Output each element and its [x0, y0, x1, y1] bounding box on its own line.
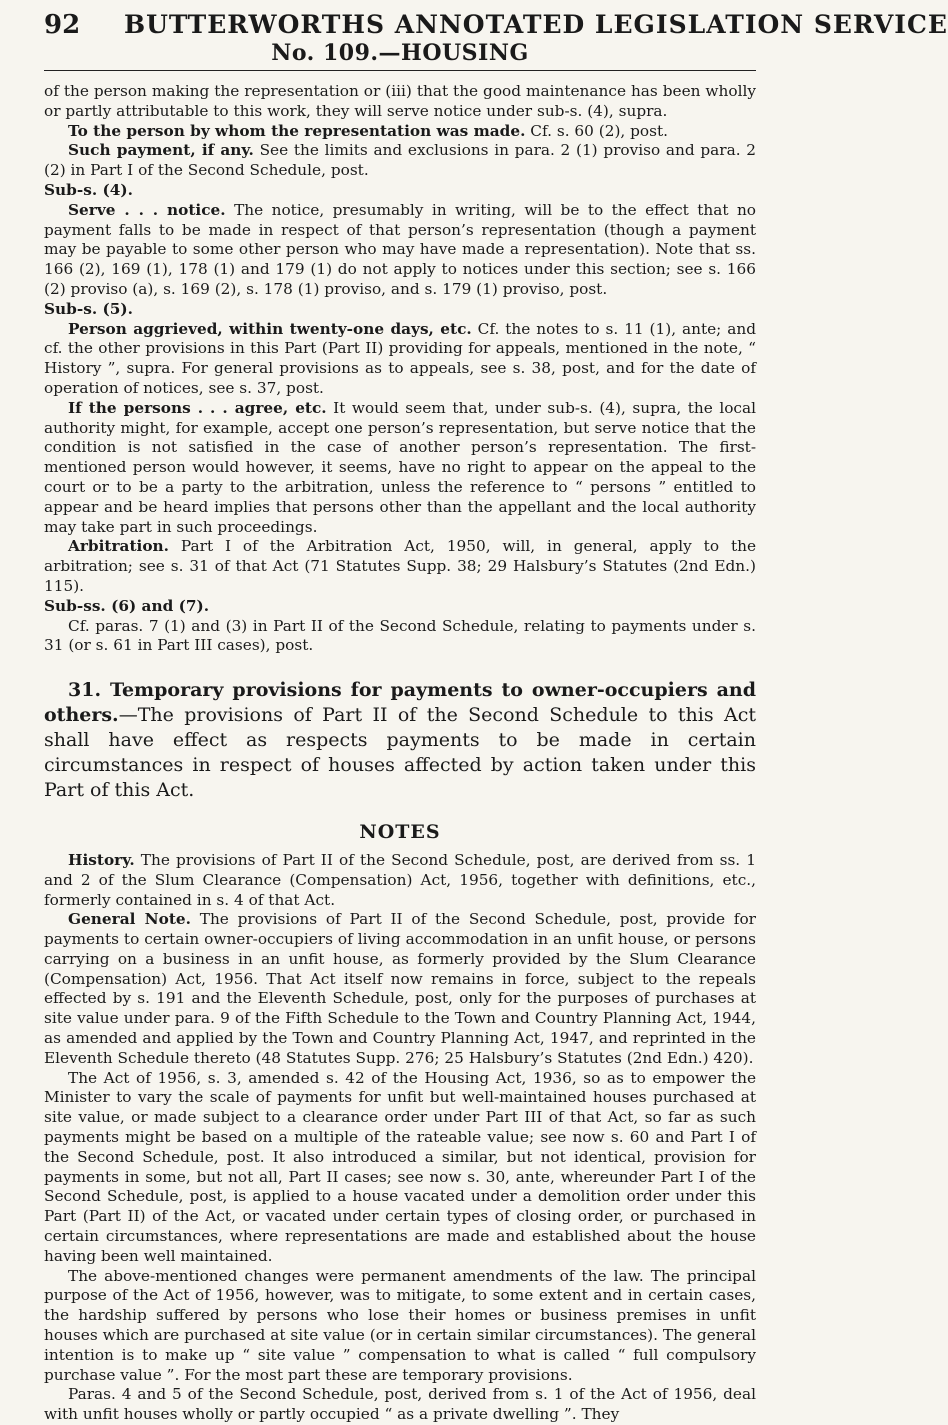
page-number: 92 [44, 10, 81, 40]
series-title: BUTTERWORTHS ANNOTATED LEGISLATION SERVICE [124, 10, 948, 39]
section-heading: 31. Temporary provisions for payments to owner-occupiers and others. [44, 679, 756, 727]
paragraph: Serve . . . notice. The notice, presumably in writing, will be to the effect that no payment falls to be made in respect of that person’s representation (though a payment may be payable to some other person who may have made a representation). Note that ss. 166 (2), 169 (1), 178 (1) and 179 (1) do not apply to notices under this section; see s. 166 (2) proviso (a), s. 169 (2), s. 178 (1) proviso, and s. 179 (1) proviso, post. [44, 200, 757, 298]
notes-title: NOTES [359, 821, 441, 844]
paragraph: Such payment, if any. See the limits and exclusions in para. 2 (1) proviso and para. 2 (2) in Part I of the Second Schedule, post. [44, 141, 757, 180]
subsection-heading: Sub-s. (4). [44, 180, 133, 199]
paragraph: of the person making the representation or (iii) that the good maintenance has been wholly or partly attributable to this work, they will serve notice under sub-s. (4), supra. [44, 82, 756, 120]
subsection-heading: Sub-ss. (6) and (7). [44, 596, 210, 615]
paragraph: If the persons . . . agree, etc. It would seem that, under sub-s. (4), supra, the local authority might, for example, accept one person’s representation, but serve notice that the condition is not satisfied in the case of another person’s representation. The first-mentioned person would however, it seems, have no right to appear on the appeal to the court or to be a party to the arbitration, unless the reference to “ persons ” entitled to appear and be heard implies that persons other than the appellant and the local authority may take part in such proceedings. [44, 398, 757, 536]
paragraph: To the person by whom the representation was made. Cf. s. 60 (2), post. [68, 121, 669, 140]
paragraph: Person aggrieved, within twenty-one days, etc. Cf. the notes to s. 11 (1), ante; and cf. the other provisions in this Part (Part II) providing for appeals, mentioned in the note, “ History ”, supra. For general provisions as to appeals, see s. 38, post, and for the date of operation of notices, see s. 37, post. [44, 319, 757, 397]
section-text: —The provisions of Part II of the Second Schedule to this Act shall have effect as respects payments to be made in certain circumstances in respect of houses affected by action taken under this Part of this Act. [44, 704, 756, 802]
subsection-heading: Sub-s. (5). [44, 299, 133, 318]
note-paragraph: History. The provisions of Part II of the Second Schedule, post, are derived from ss. 1 and 2 of the Slum Clearance (Compensation) Act, 1956, together with definitions, etc., formerly contained in s. 4 of that Act. [44, 850, 756, 909]
page-body [44, 82, 756, 1425]
chapter-subtitle: No. 109.—HOUSING [271, 40, 529, 66]
note-paragraph: General Note. The provisions of Part II of the Second Schedule, post, provide for payments to certain owner-occupiers of living accommodation in an unfit house, or persons carrying on a business in an unfit house, as formerly provided by the Slum Clearance (Compensation) Act, 1956. That Act itself now remains in force, subject to the repeals effected by s. 191 and the Eleventh Schedule, post, only for the purposes of purchases at site value under para. 9 of the Fifth Schedule to the Town and Country Planning Act, 1944, as amended and applied by the Town and Country Planning Act, 1947, and reprinted in the Eleventh Schedule thereto (48 Statutes Supp. 276; 25 Halsbury’s Statutes (2nd Edn.) 420). [44, 910, 756, 1067]
note-paragraph: Paras. 4 and 5 of the Second Schedule, post, derived from s. 1 of the Act of 1956, deal with unfit houses wholly or partly occupied “ as a private dwelling ”. They [44, 1385, 756, 1424]
running-head [44, 10, 948, 66]
note-paragraph: The Act of 1956, s. 3, amended s. 42 of the Housing Act, 1936, so as to empower the Minister to vary the scale of payments for unfit but well-maintained houses purchased at site value, or made subject to a clearance order under Part III of that Act, so far as such payments might be based on a multiple of the rateable value; see now s. 60 and Part I of the Second Schedule, post. It also introduced a similar, but not identical, provision for payments in some, but not all, Part II cases; see now s. 30, ante, whereunder Part I of the Second Schedule, post, is applied to a house vacated under a demolition order under this Part (Part II) of the Act, or vacated under certain types of closing order, or purchased in certain circumstances, where representations are made and established about the house having been well maintained. [44, 1068, 756, 1265]
header-rule [44, 70, 756, 71]
section-31 [44, 678, 756, 803]
note-paragraph: The above-mentioned changes were permanent amendments of the law. The principal purpose of the Act of 1956, however, was to mitigate, to some extent and in certain cases, the hardship suffered by persons who lose their homes or business premises in unfit houses which are purchased at site value (or in certain similar circumstances). The general intention is to make up “ site value ” compensation to what is called “ full compulsory purchase value ”. For the most part these are temporary provisions. [44, 1266, 756, 1384]
paragraph: Arbitration. Part I of the Arbitration Act, 1950, will, in general, apply to the arbitration; see s. 31 of that Act (71 Statutes Supp. 38; 29 Halsbury’s Statutes (2nd Edn.) 115). [44, 537, 756, 595]
paragraph: Cf. paras. 7 (1) and (3) in Part II of the Second Schedule, relating to payments under s. 31 (or s. 61 in Part III cases), post. [44, 616, 756, 655]
